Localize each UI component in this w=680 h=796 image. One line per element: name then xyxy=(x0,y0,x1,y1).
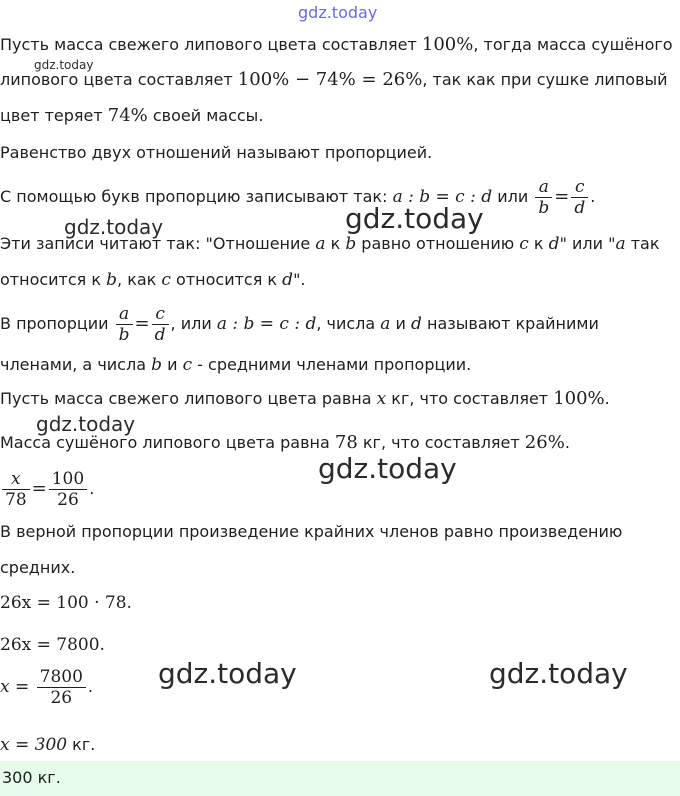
text-line xyxy=(0,70,668,90)
text: , как xyxy=(117,270,162,289)
fraction-7800-26 xyxy=(37,667,86,708)
text: или xyxy=(492,187,534,206)
text: своей массы. xyxy=(147,106,264,125)
fraction-c-d xyxy=(152,304,169,345)
math-expression: a : b = c : d xyxy=(216,314,317,334)
math-expression: a : b = c : d xyxy=(392,187,493,207)
text: к xyxy=(528,234,549,253)
text-line xyxy=(0,35,673,55)
text: . xyxy=(564,433,570,452)
text: кг. xyxy=(67,735,96,754)
fraction-denominator: 26 xyxy=(57,490,79,510)
text: Пусть масса свежего липового цвета составляет xyxy=(0,35,422,54)
fraction-numerator: 7800 xyxy=(37,667,86,688)
text: С помощью букв пропорцию записывают так: xyxy=(0,187,393,206)
text-line xyxy=(0,389,610,409)
fraction-100-26 xyxy=(49,469,87,510)
math-value: 74% xyxy=(107,105,148,126)
text: относится к xyxy=(0,270,107,289)
text: Эти записи читают так: "Отношение xyxy=(0,234,316,253)
text-line xyxy=(0,302,599,346)
text: кг, что составляет xyxy=(386,389,554,408)
fraction-numerator: a xyxy=(535,177,552,198)
text: называют крайними xyxy=(421,314,599,333)
fraction-a-b xyxy=(116,304,133,345)
text-line xyxy=(0,175,595,219)
answer-text: 300 кг. xyxy=(2,768,61,787)
equals-sign: = xyxy=(31,478,47,499)
text: членами, а числа xyxy=(0,355,152,374)
text: , или xyxy=(170,314,217,333)
text: так xyxy=(625,234,660,253)
math-var: b xyxy=(151,355,162,375)
text: - средними членами пропорции. xyxy=(192,355,472,374)
fraction-denominator: b xyxy=(538,198,550,218)
equals-sign: = xyxy=(134,313,150,334)
math-var: a xyxy=(615,234,626,254)
text: средних. xyxy=(0,558,76,577)
text: и xyxy=(161,355,183,374)
fraction-numerator: 100 xyxy=(49,469,87,490)
text-line xyxy=(0,234,660,254)
watermark: gdz.today xyxy=(158,657,297,690)
equation-line xyxy=(0,665,93,709)
watermark: gdz.today xyxy=(318,452,457,485)
watermark-small: gdz.today xyxy=(34,58,94,72)
math-value: 26% xyxy=(524,432,565,453)
text: Масса сушёного липового цвета равна xyxy=(0,433,335,452)
text: Пусть масса свежего липового цвета равна xyxy=(0,389,377,408)
watermark-top: gdz.today xyxy=(298,3,378,22)
period: . xyxy=(89,479,95,498)
text: , так как при сушке липовый xyxy=(422,70,668,89)
text: ". xyxy=(293,270,306,289)
fraction-denominator: d xyxy=(574,198,586,218)
text-line xyxy=(0,522,622,542)
text-line xyxy=(0,270,306,290)
math-var: a xyxy=(315,234,326,254)
watermark: gdz.today xyxy=(489,657,628,690)
text: , числа xyxy=(316,314,381,333)
text: липового цвета составляет xyxy=(0,70,238,89)
math-value: 100% xyxy=(421,34,474,55)
watermark: gdz.today xyxy=(345,202,484,235)
math-var: x xyxy=(376,389,387,409)
text: цвет теряет xyxy=(0,106,108,125)
text-line xyxy=(0,558,75,578)
math-var: b xyxy=(345,234,357,254)
equation: x = 300 xyxy=(0,735,68,755)
text: к xyxy=(325,234,346,253)
math-var: d xyxy=(548,234,560,254)
math-value: 100% xyxy=(553,388,605,409)
fraction-denominator: 26 xyxy=(50,688,73,708)
fraction-x-78 xyxy=(2,469,30,510)
text-line xyxy=(0,355,471,375)
math-var: d xyxy=(411,314,422,334)
text: и xyxy=(390,314,412,333)
equation: 26x = 100 · 78. xyxy=(0,593,132,613)
watermark: gdz.today xyxy=(64,215,164,239)
equation-lhs: x = xyxy=(0,677,35,697)
math-var: c xyxy=(519,234,529,254)
text-line xyxy=(0,106,263,126)
period: . xyxy=(590,187,596,206)
fraction-numerator: c xyxy=(571,177,588,198)
equals-sign: = xyxy=(554,186,570,207)
fraction-numerator: x xyxy=(2,469,30,490)
text-line xyxy=(0,433,570,453)
text: относится к xyxy=(170,270,283,289)
text: , тогда масса сушёного xyxy=(473,35,673,54)
equation-line xyxy=(0,735,95,755)
text: В верной пропорции произведение крайних членов равно произведению xyxy=(0,522,623,541)
text: . xyxy=(604,389,610,408)
answer-box xyxy=(0,761,680,796)
text-line xyxy=(0,143,432,163)
definition-text: Равенство двух отношений называют пропорцией. xyxy=(0,143,433,162)
fraction-c-d xyxy=(571,177,588,218)
fraction-denominator: 78 xyxy=(5,490,27,510)
text: В пропорции xyxy=(0,314,114,333)
fraction-numerator: c xyxy=(152,304,169,325)
math-var: a xyxy=(380,314,391,334)
text: " или " xyxy=(559,234,616,253)
fraction-numerator: a xyxy=(116,304,133,325)
text: равно отношению xyxy=(356,234,520,253)
math-expression: 100% − 74% = 26% xyxy=(237,69,423,90)
math-var: b xyxy=(106,270,118,290)
math-var: c xyxy=(182,355,193,375)
watermark: gdz.today xyxy=(36,412,136,436)
fraction-denominator: b xyxy=(118,325,130,345)
math-var: c xyxy=(161,270,171,290)
equation: 26x = 7800. xyxy=(0,635,105,655)
math-var: d xyxy=(282,270,294,290)
equation-line xyxy=(0,593,132,613)
math-value: 78 xyxy=(334,432,358,453)
proportion-line xyxy=(0,467,94,511)
period: . xyxy=(87,677,93,696)
equation-line xyxy=(0,635,105,655)
fraction-denominator: d xyxy=(154,325,166,345)
text: кг, что составляет xyxy=(357,433,525,452)
fraction-a-b xyxy=(535,177,552,218)
